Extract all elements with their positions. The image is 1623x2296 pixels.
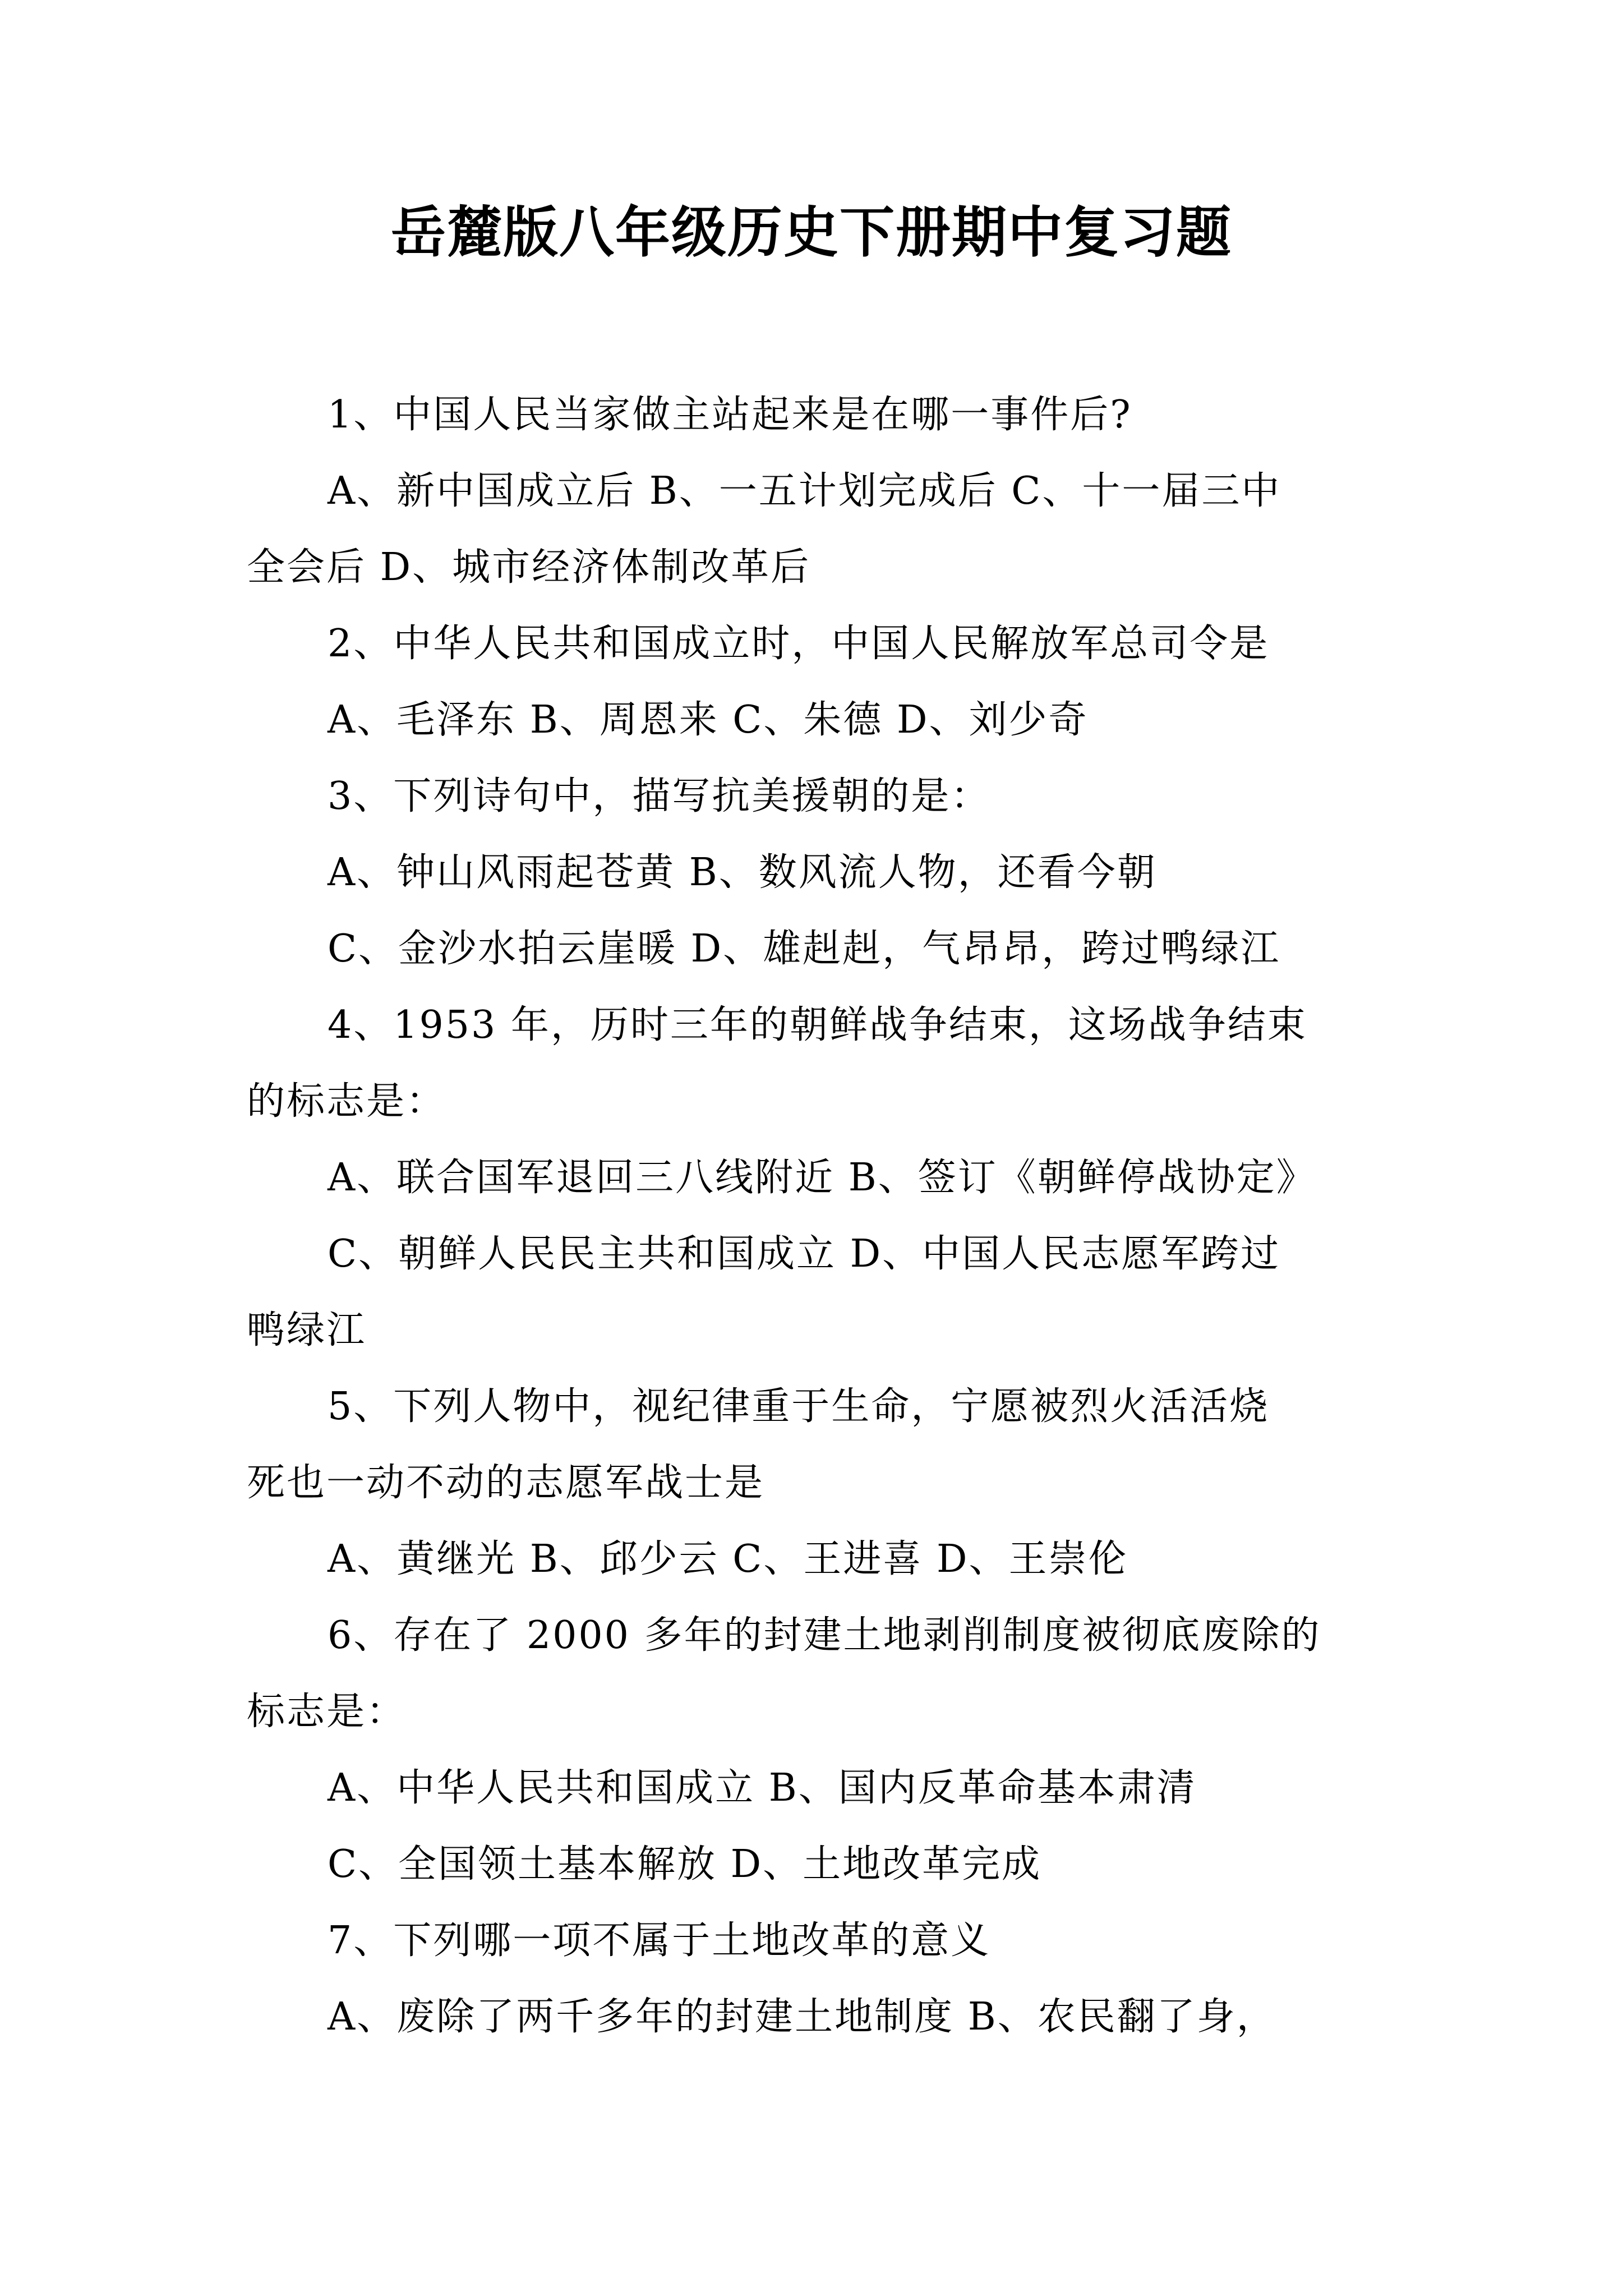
text-line: 2、中华人民共和国成立时，中国人民解放军总司令是: [328, 622, 1270, 666]
text-line: A、新中国成立后 B、一五计划完成后 C、十一届三中: [328, 469, 1281, 513]
text-line: 1、中国人民当家做主站起来是在哪一事件后?: [328, 393, 1132, 437]
text-line: 4、1953 年，历时三年的朝鲜战争结束，这场战争结束: [328, 1003, 1307, 1047]
text-line: C、全国领土基本解放 D、土地改革完成: [328, 1842, 1042, 1887]
document-title: 岳麓版八年级历史下册期中复习题: [390, 200, 1232, 265]
text-line: A、废除了两千多年的封建土地制度 B、农民翻了身，: [328, 1995, 1276, 2039]
text-line: C、金沙水拍云崖暖 D、雄赳赳，气昂昂，跨过鸭绿江: [328, 927, 1281, 971]
text-line: 7、下列哪一项不属于土地改革的意义: [328, 1918, 991, 1963]
text-line: 5、下列人物中，视纪律重于生命，宁愿被烈火活活烧: [328, 1384, 1270, 1429]
text-line: C、朝鲜人民民主共和国成立 D、中国人民志愿军跨过: [328, 1232, 1281, 1276]
text-line: A、中华人民共和国成立 B、国内反革命基本肃清: [328, 1766, 1197, 1810]
text-line: A、黄继光 B、邱少云 C、王进喜 D、王崇伦: [328, 1537, 1128, 1581]
text-line: 死也一动不动的志愿军战士是: [247, 1461, 765, 1505]
text-line: 3、下列诗句中，描写抗美援朝的是：: [328, 774, 991, 818]
text-line: 标志是：: [247, 1690, 407, 1734]
text-line: 全会后 D、城市经济体制改革后: [247, 545, 811, 590]
text-line: A、钟山风雨起苍黄 B、数风流人物，还看今朝: [328, 850, 1157, 895]
text-line: 鸭绿江: [247, 1308, 367, 1352]
text-line: 的标志是：: [247, 1079, 446, 1124]
text-line: 6、存在了 2000 多年的封建土地剥削制度被彻底废除的: [328, 1613, 1321, 1658]
text-line: A、毛泽东 B、周恩来 C、朱德 D、刘少奇: [328, 698, 1089, 742]
text-line: A、联合国军退回三八线附近 B、签订《朝鲜停战协定》: [328, 1156, 1316, 1200]
document-body: [247, 377, 1391, 2055]
